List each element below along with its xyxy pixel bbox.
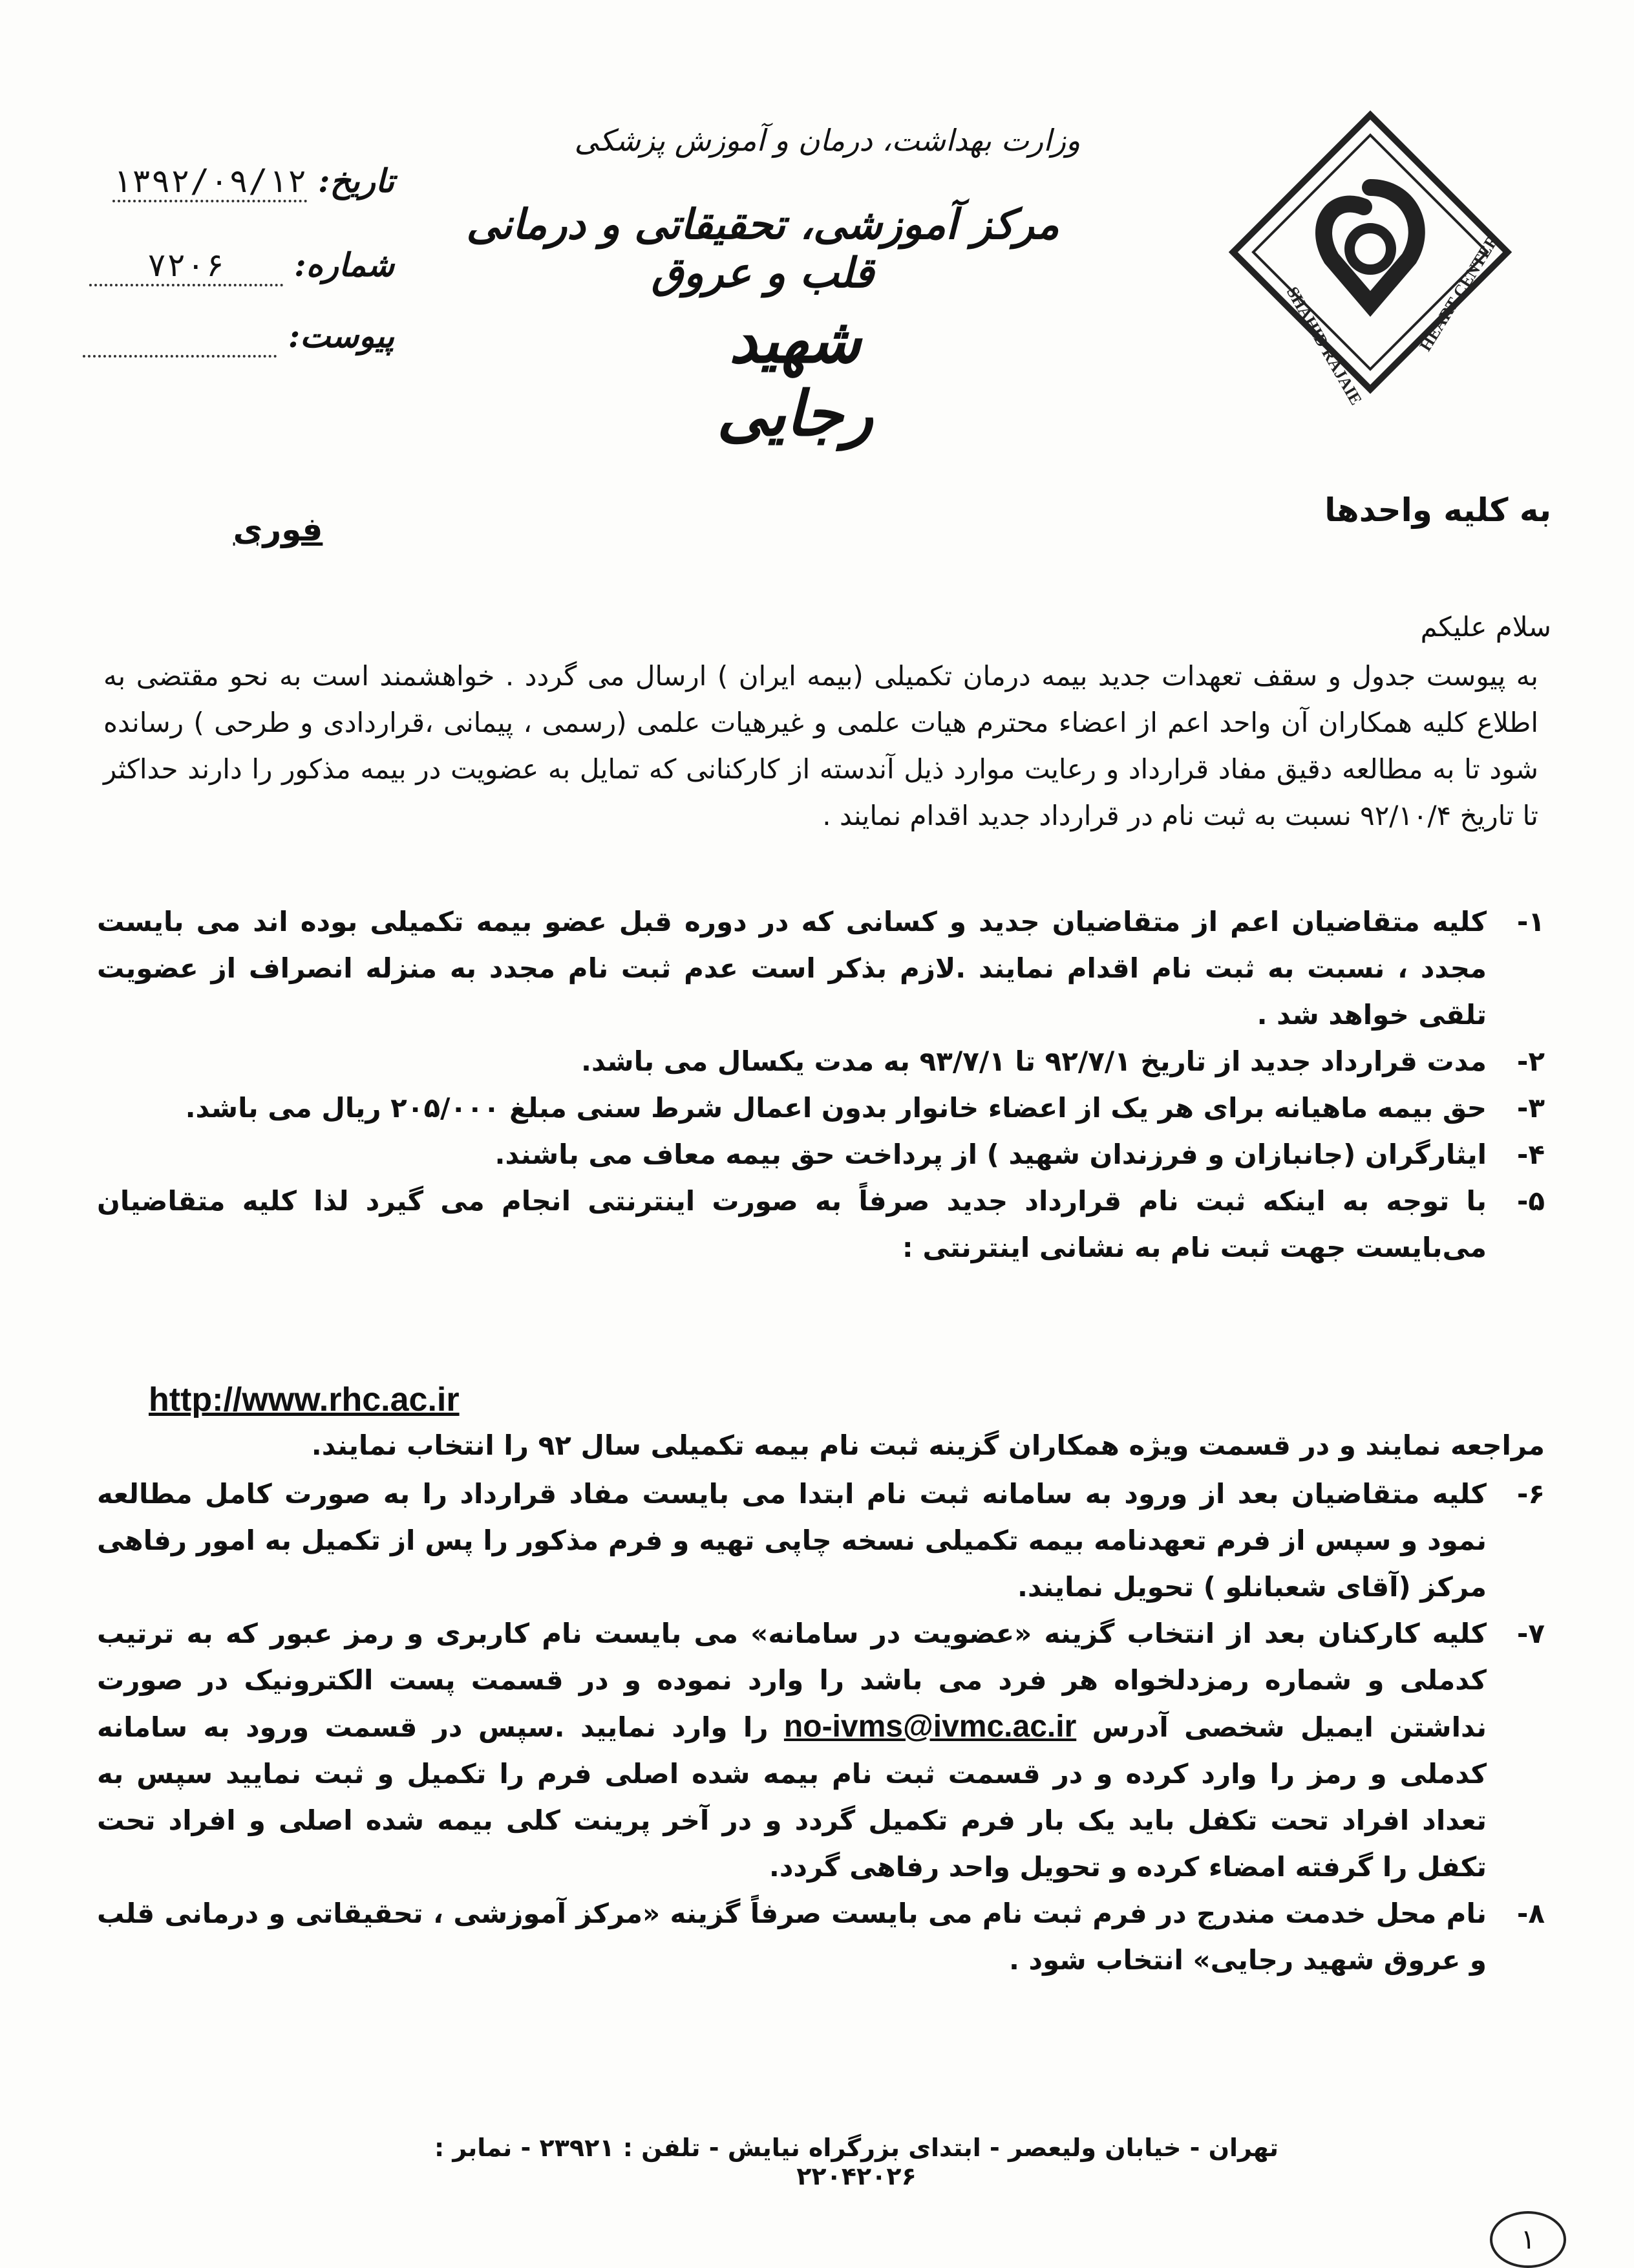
list-item: [97, 1085, 1545, 1131]
item-number: ۱-: [1516, 906, 1545, 937]
attachment-label: پیوست:: [288, 317, 394, 355]
item-text: حق بیمه ماهیانه برای هر یک از اعضاء خانوار بدون اعمال شرط سنی مبلغ ۲۰۵/۰۰۰ ریال می باشد.: [185, 1092, 1487, 1124]
ministry-title: وزارت بهداشت، درمان و آموزش پزشکی: [574, 123, 1081, 158]
list-item: [97, 1178, 1545, 1271]
list-item: [97, 1890, 1545, 1984]
attachment-field: [71, 317, 394, 358]
number-value: ۷۲۰۶: [89, 246, 283, 286]
item-text: مدت قرارداد جدید از تاریخ ۹۲/۷/۱ تا ۹۳/۷/۱ به مدت یکسال می باشد.: [581, 1045, 1487, 1077]
item-number: ۶-: [1516, 1478, 1545, 1510]
date-value: ۱۳۹۲/۰۹/۱۲: [112, 162, 307, 202]
after-url-text: مراجعه نمایند و در قسمت ویژه همکاران گزینه ثبت نام بیمه تکمیلی سال ۹۲ را انتخاب نمایند.: [311, 1429, 1545, 1461]
logo-text-left: SHAHID RAJAIE: [1282, 283, 1366, 407]
item-number: ۲-: [1516, 1045, 1545, 1077]
date-field: [71, 162, 394, 202]
intro-paragraph: به پیوست جدول و سقف تعهدات جدید بیمه درمان تکمیلی (بیمه ایران ) ارسال می گردد . خواهشمند است به نحو مقتضی به اطلاع کلیه همکاران آن واحد اعم از اعضاء محترم هیات علمی و غیرهیات علمی (رسمی ، پیمانی ،قراردادی و طرحی ) رسانده شود تا به مطالعه دقیق مفاد قرارداد و رعایت موارد ذیل آندسته از کارکنانی که تمایل به عضویت در بیمه مذکور را دارند حداکثر تا تاریخ ۹۲/۱۰/۴ نسبت به ثبت نام در قرارداد جدید اقدام نمایند .: [103, 660, 1538, 831]
list-item: [97, 1038, 1545, 1085]
list-item: [97, 1471, 1545, 1610]
items-list-a: [97, 899, 1545, 1271]
footer-address: تهران - خیابان ولیعصر - ابتدای بزرگراه نیایش - تلفن : ۲۳۹۲۱ - نمابر : ۲۲۰۴۲۰۲۶: [434, 2134, 1279, 2190]
item-number: ۳-: [1516, 1092, 1545, 1124]
logo-text-right: HEART CENTER: [1416, 231, 1503, 355]
items-list-b: [97, 1471, 1545, 1984]
urgent-label: فوری: [233, 511, 323, 548]
recipient: به کلیه واحدها: [1324, 491, 1551, 529]
email-link[interactable]: no-ivms@ivmc.ac.ir: [783, 1709, 1077, 1744]
item-text-before-email: کلیه کارکنان بعد از انتخاب گزینه «عضویت در سامانه» می بایست نام کاربری و رمز عبور که به ترتیب کدملی و شماره رمزدلخواه هر فرد می باشد را وارد نموده و در قسمت پست الکترونیک در صورت نداشتن ایمیل شخصی آدرس: [97, 1618, 1487, 1743]
center-title: مرکز آموزشی، تحقیقاتی و درمانی قلب و عروق: [466, 200, 1059, 297]
item-number: ۷-: [1516, 1618, 1545, 1649]
date-label: تاریخ:: [318, 162, 394, 200]
number-label: شماره:: [294, 246, 394, 284]
list-item: [97, 1610, 1545, 1890]
item-text: ایثارگران (جانبازان و فرزندان شهید ) از پرداخت حق بیمه معاف می باشند.: [494, 1139, 1487, 1170]
greeting: سلام علیکم: [1420, 611, 1551, 643]
website-link[interactable]: http://www.rhc.ac.ir: [149, 1381, 460, 1418]
shahid-title: شهید رجایی: [717, 304, 873, 450]
item-text: [97, 1610, 1487, 1890]
attachment-value: [83, 317, 277, 358]
page-number: ۱: [1490, 2211, 1566, 2268]
item-number: ۴-: [1516, 1139, 1545, 1170]
item-text: کلیه متقاضیان اعم از متقاضیان جدید و کسانی که در دوره قبل عضو بیمه تکمیلی بوده اند می بایست مجدد ، نسبت به ثبت نام اقدام نمایند .لازم بذکر است عدم ثبت نام مجدد به منزله انصراف از عضویت تلقی خواهد شد .: [97, 906, 1487, 1031]
item-number: ۵-: [1516, 1185, 1545, 1217]
center-logo: [1215, 97, 1525, 407]
list-item: [97, 899, 1545, 1038]
item-text: نام محل خدمت مندرج در فرم ثبت نام می بایست صرفاً گزینه «مرکز آموزشی ، تحقیقاتی و درمانی قلب و عروق شهید رجایی» انتخاب شود .: [97, 1898, 1487, 1976]
list-item: [97, 1131, 1545, 1178]
item-text: کلیه متقاضیان بعد از ورود به سامانه ثبت نام ابتدا می بایست مفاد قرارداد را به صورت کامل مطالعه نمود و سپس از فرم تعهدنامه بیمه تکمیلی نسخه چاپی تهیه و فرم مذکور را پس از تکمیل به امور رفاهی مرکز (آقای شعبانلو ) تحویل نمایند.: [97, 1478, 1487, 1603]
item-text-after-email: را وارد نمایید .سپس در قسمت ورود به سامانه کدملی و رمز را وارد کرده و در قسمت ثبت نام بیمه شده اصلی فرم را تکمیل و ثبت نمایید سپس به تعداد افراد تحت تکفل باید یک بار فرم تکمیل گردد و در آخر پرینت کلی بیمه شده اصلی و افراد تحت تکفل را گرفته امضاء کرده و تحویل واحد رفاهی گردد.: [97, 1711, 1487, 1883]
item-text: با توجه به اینکه ثبت نام قرارداد جدید صرفاً به صورت اینترنتی انجام می گیرد لذا کلیه متقاضیان می‌بایست جهت ثبت نام به نشانی اینترنتی :: [97, 1185, 1487, 1263]
number-field: [71, 246, 394, 286]
item-number: ۸-: [1516, 1898, 1545, 1929]
